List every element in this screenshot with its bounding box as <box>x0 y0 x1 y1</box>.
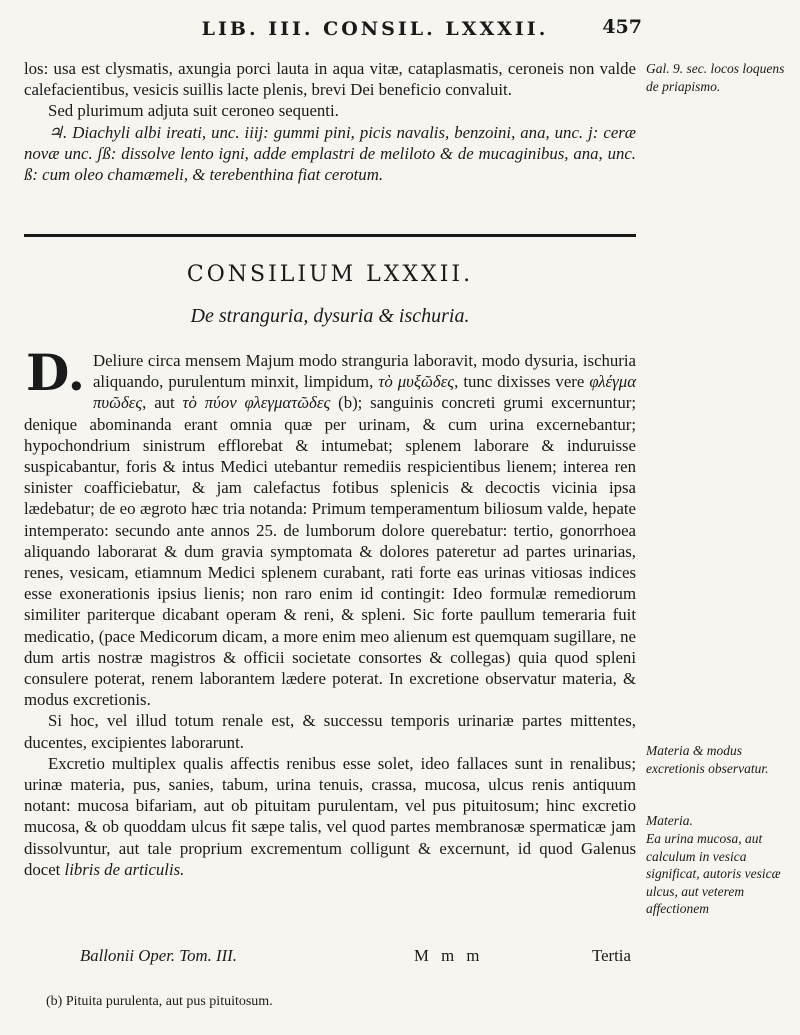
consilium-title: CONSILIUM LXXXII. <box>186 262 474 287</box>
consilium-body <box>24 343 637 880</box>
prescription: ♃. Diachyli albi ireati, unc. iiij: gummi pini, picis navalis, benzoini, ana, unc. j: ceræ novæ unc. ʃß: dissolve lento igni, adde emplastri de meliloto & de mucaginibus, ana, unc. ß: cum oleo chamæmeli, & terebenthina fiat cerotum. <box>24 122 636 185</box>
text-segment-italic: libris de articulis. <box>64 859 185 879</box>
paragraph-excretio <box>24 753 636 880</box>
catchword: Tertia <box>592 946 631 965</box>
text-segment: , tunc dixisses vere <box>454 372 590 392</box>
greek-phrase: φλέγμα πυῶδες <box>92 372 637 413</box>
greek-phrase: τὸ πύον φλεγματῶδες <box>182 393 331 413</box>
paragraph-si-hoc: Si hoc, vel illud totum renale est, & successu temporis urinariæ partes mittentes, ducentes, excipientes laborarunt. <box>24 711 636 752</box>
source-reference: Ballonii Oper. Tom. III. <box>80 946 237 965</box>
text-segment: Deliure circa mensem Majum modo stranguria laboravit, modo dysuria, ischuria aliquando, purulentum minxit, limpidum, <box>92 351 636 392</box>
top-section <box>24 58 636 185</box>
footnote: (b) Pituita purulenta, aut pus pituitosum. <box>46 994 273 1009</box>
consilium-subtitle: De stranguria, dysuria & ischuria. <box>190 305 470 327</box>
paragraph-deliure <box>24 343 637 710</box>
margin-note-materia: Materia. <box>646 813 693 828</box>
running-head: LIB. III. CONSIL. LXXXII. <box>201 18 549 40</box>
paragraph-convaluit: los: usa est clysmatis, axungia porci lauta in aqua vitæ, cataplasmatis, ceroneis non valde calefacientibus, vesicis suillis lacte plenis, brevi Dei beneficio convaluit. <box>24 59 636 100</box>
margin-note-galen: Gal. 9. sec. locos loquens de priapismo. <box>646 61 785 94</box>
greek-phrase: τὸ μυξῶδες <box>378 372 455 392</box>
page-number: 457 <box>602 16 642 38</box>
text-segment: Excretio multiplex qualis affectis renibus esse solet, ideo fallaces sunt in renalibus; urinæ materia, pus, sanies, tabum, urina tenuis, crassa, mucosa, ulcus renis antiquum notant: mucosa bifariam, aut ob pituitam purulentam, vel pus pituitosum; hinc excretio mucosa, & ob quoddam ulcus fit sæpe talis, vel quod partes membranosæ spermaticæ jam dissolvuntur, aut tale proprium excrementum colligunt & excernunt, id quod Galenus docet <box>24 753 636 879</box>
margin-note-materia-modus: Materia & modus excretionis observatur. <box>646 743 769 776</box>
margin-note-urina: Ea urina mucosa, aut calculum in vesica significat, autoris vesicæ ulcus, aut veterem affectionem <box>646 831 781 917</box>
drop-cap: D. <box>26 343 85 402</box>
section-rule <box>24 234 636 237</box>
paragraph-ceroneo: Sed plurimum adjuta suit ceroneo sequenti. <box>48 101 339 121</box>
signature-mark: M m m <box>414 946 484 965</box>
text-segment: (b); sanguinis concreti grumi excernuntur; denique abominanda erant omnia quæ per urinam, & cum urina excernebantur; hypochondrium sinistrum efflorebat & intumebat; splenem laborare & induruisse suspicabantur, foris & intus Medici utebantur remediis respicientibus lienem; interea ren sinister coafficiebatur, & jam calefactus fotibus splenicis & decoctis vicinia ipsa lædebatur; de eo ægroto hæc tria notanda: Primum temperamentum biliosum valde, hepate intemperato: secundo ante annos 25. de lumborum dolore querebatur: tertio, gonorrhoea aliquando laborarat & dum gravia symptomata & dolores pateretur ad partes urinarias, renes, vesicam, etiamnum Medici splenem curabant, rati forte eas urinas vitiosas indices esse exonerationis ipsius lienis; non raro enim id contingit: Ideo formulæ remediorum similiter pariterque dicabant operam & reni, & spleni. Sic forte paullum temeraria fuit medicatio, (pace Medicorum dicam, a more enim meo alienum est quemquam sugillare, ne dum artis nostræ magistros & officii societate consortes & collegas) quia quod spleni consulere poterat, renem laborantem lædere poterat. In excretione observatur materia, & modus excretionis. <box>24 393 636 710</box>
text-segment: , aut <box>142 393 183 413</box>
